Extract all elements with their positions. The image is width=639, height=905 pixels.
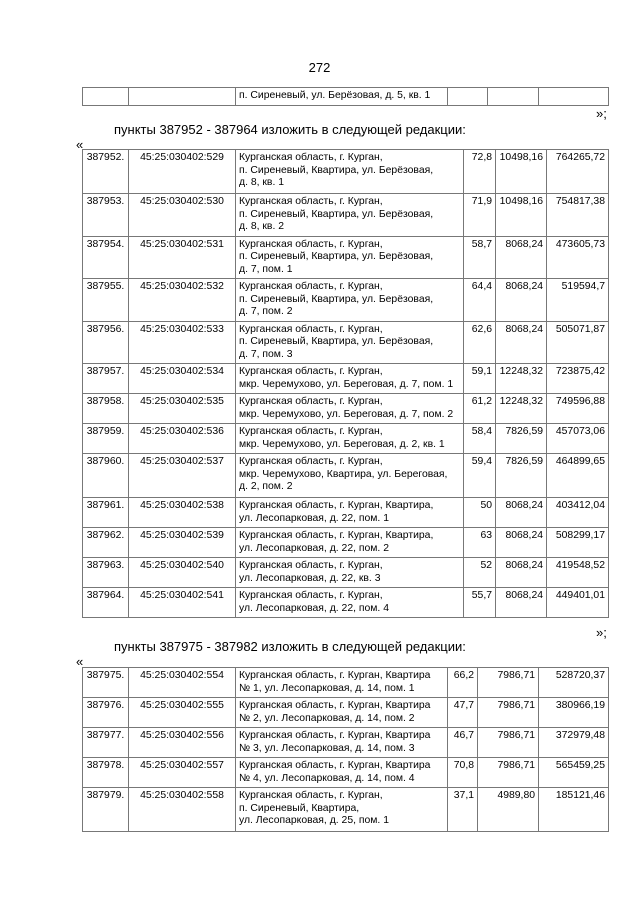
table-cell: 7986,71 xyxy=(478,668,539,698)
table-cell: 387964. xyxy=(83,588,129,618)
table-cell: Курганская область, г. Курган, мкр. Черемухово, ул. Береговая, д. 7, пом. 1 xyxy=(236,364,464,394)
table-cell: Курганская область, г. Курган, мкр. Черемухово, ул. Береговая, д. 2, кв. 1 xyxy=(236,424,464,454)
opening-quote: « xyxy=(76,137,84,152)
table-cell: 185121,46 xyxy=(539,788,609,832)
section1-table xyxy=(82,149,609,618)
table-cell xyxy=(129,88,236,106)
table-row xyxy=(83,528,609,558)
table-row xyxy=(83,788,609,832)
table-cell: 55,7 xyxy=(464,588,496,618)
table-cell: 45:25:030402:537 xyxy=(129,454,236,498)
table-cell: 8068,24 xyxy=(496,588,547,618)
top-table-fragment xyxy=(82,87,609,106)
table-cell: 59,1 xyxy=(464,364,496,394)
section1-instruction: пункты 387952 - 387964 изложить в следующей редакции: xyxy=(114,122,466,137)
table-cell: 387976. xyxy=(83,698,129,728)
table-cell: 419548,52 xyxy=(547,558,609,588)
table-cell: 59,4 xyxy=(464,454,496,498)
table-cell: 508299,17 xyxy=(547,528,609,558)
table-cell: 62,6 xyxy=(464,321,496,364)
table-cell: Курганская область, г. Курган, Квартира, ул. Лесопарковая, д. 22, пом. 2 xyxy=(236,528,464,558)
table-cell: 37,1 xyxy=(448,788,478,832)
table-cell: 464899,65 xyxy=(547,454,609,498)
table-cell: 45:25:030402:556 xyxy=(129,728,236,758)
table-cell: 45:25:030402:540 xyxy=(129,558,236,588)
table-cell: 723875,42 xyxy=(547,364,609,394)
table-cell: 7986,71 xyxy=(478,698,539,728)
table-cell: 72,8 xyxy=(464,150,496,194)
table-row xyxy=(83,88,609,106)
table-cell: 372979,48 xyxy=(539,728,609,758)
table-cell: 387953. xyxy=(83,194,129,237)
table-cell: 754817,38 xyxy=(547,194,609,237)
table-cell: 473605,73 xyxy=(547,236,609,279)
table-cell: 12248,32 xyxy=(496,364,547,394)
table-cell: 519594,7 xyxy=(547,279,609,322)
table-cell: 505071,87 xyxy=(547,321,609,364)
table-cell: 387961. xyxy=(83,498,129,528)
table-cell: 45:25:030402:534 xyxy=(129,364,236,394)
table-row xyxy=(83,236,609,279)
table-cell: 387958. xyxy=(83,394,129,424)
section2-table xyxy=(82,667,609,832)
table-cell: Курганская область, г. Курган, п. Сиреневый, Квартира, ул. Берёзовая, д. 8, кв. 2 xyxy=(236,194,464,237)
table-cell: 45:25:030402:539 xyxy=(129,528,236,558)
table-cell: Курганская область, г. Курган, п. Сиреневый, Квартира, ул. Берёзовая, д. 7, пом. 2 xyxy=(236,279,464,322)
table-cell: 387978. xyxy=(83,758,129,788)
table-cell: 8068,24 xyxy=(496,558,547,588)
table-cell: 45:25:030402:541 xyxy=(129,588,236,618)
table-row xyxy=(83,150,609,194)
table-cell: 46,7 xyxy=(448,728,478,758)
table-cell: 4989,80 xyxy=(478,788,539,832)
table-cell: Курганская область, г. Курган, п. Сиреневый, Квартира, ул. Берёзовая, д. 7, пом. 3 xyxy=(236,321,464,364)
table-cell: 70,8 xyxy=(448,758,478,788)
table-cell: 387954. xyxy=(83,236,129,279)
table-cell: Курганская область, г. Курган, Квартира № 2, ул. Лесопарковая, д. 14, пом. 2 xyxy=(236,698,448,728)
table-cell: 71,9 xyxy=(464,194,496,237)
table-cell: 45:25:030402:530 xyxy=(129,194,236,237)
table-cell: 58,7 xyxy=(464,236,496,279)
table-cell: 45:25:030402:555 xyxy=(129,698,236,728)
table-cell: 387952. xyxy=(83,150,129,194)
table-row xyxy=(83,394,609,424)
table-cell: 764265,72 xyxy=(547,150,609,194)
table-cell xyxy=(488,88,539,106)
section2-instruction: пункты 387975 - 387982 изложить в следующей редакции: xyxy=(114,639,466,654)
table-cell: Курганская область, г. Курган, Квартира № 4, ул. Лесопарковая, д. 14, пом. 4 xyxy=(236,758,448,788)
table-cell: 380966,19 xyxy=(539,698,609,728)
table-row xyxy=(83,698,609,728)
table-cell: Курганская область, г. Курган, ул. Лесопарковая, д. 22, кв. 3 xyxy=(236,558,464,588)
table-cell: 7986,71 xyxy=(478,728,539,758)
table-cell: Курганская область, г. Курган, Квартира, ул. Лесопарковая, д. 22, пом. 1 xyxy=(236,498,464,528)
table-row xyxy=(83,279,609,322)
table-cell: 45:25:030402:529 xyxy=(129,150,236,194)
table-cell: 10498,16 xyxy=(496,150,547,194)
opening-quote-2: « xyxy=(76,654,84,669)
table-row xyxy=(83,194,609,237)
table-cell: Курганская область, г. Курган, мкр. Черемухово, ул. Береговая, д. 7, пом. 2 xyxy=(236,394,464,424)
table-cell: 58,4 xyxy=(464,424,496,454)
table-cell: 387956. xyxy=(83,321,129,364)
table-cell: п. Сиреневый, ул. Берёзовая, д. 5, кв. 1 xyxy=(236,88,448,106)
table-cell: 387979. xyxy=(83,788,129,832)
table-row xyxy=(83,498,609,528)
table-cell: 387975. xyxy=(83,668,129,698)
table-cell xyxy=(83,88,129,106)
closing-quote-2: »; xyxy=(596,625,607,640)
table-cell: 387963. xyxy=(83,558,129,588)
table-row xyxy=(83,728,609,758)
table-cell: 45:25:030402:533 xyxy=(129,321,236,364)
table-row xyxy=(83,364,609,394)
page-number: 272 xyxy=(308,60,331,75)
closing-quote: »; xyxy=(596,106,607,121)
table-cell: 47,7 xyxy=(448,698,478,728)
table-cell: 403412,04 xyxy=(547,498,609,528)
table-cell: 8068,24 xyxy=(496,279,547,322)
table-row xyxy=(83,758,609,788)
table-cell: 45:25:030402:532 xyxy=(129,279,236,322)
table-cell: 52 xyxy=(464,558,496,588)
table-row xyxy=(83,668,609,698)
table-cell: 45:25:030402:538 xyxy=(129,498,236,528)
table-cell: 12248,32 xyxy=(496,394,547,424)
table-cell: 8068,24 xyxy=(496,321,547,364)
table-cell: 45:25:030402:535 xyxy=(129,394,236,424)
table-cell: 457073,06 xyxy=(547,424,609,454)
table-cell: Курганская область, г. Курган, п. Сиреневый, Квартира, ул. Лесопарковая, д. 25, пом. 1 xyxy=(236,788,448,832)
table-cell xyxy=(448,88,488,106)
table-row xyxy=(83,424,609,454)
table-cell: 45:25:030402:531 xyxy=(129,236,236,279)
table-cell: Курганская область, г. Курган, Квартира № 3, ул. Лесопарковая, д. 14, пом. 3 xyxy=(236,728,448,758)
table-cell: 387977. xyxy=(83,728,129,758)
table-cell: 7826,59 xyxy=(496,424,547,454)
table-cell: 45:25:030402:536 xyxy=(129,424,236,454)
table-cell: 8068,24 xyxy=(496,498,547,528)
table-cell: 7826,59 xyxy=(496,454,547,498)
table-cell: Курганская область, г. Курган, п. Сиреневый, Квартира, ул. Берёзовая, д. 7, пом. 1 xyxy=(236,236,464,279)
table-cell: 528720,37 xyxy=(539,668,609,698)
table-cell: 66,2 xyxy=(448,668,478,698)
table-cell: 749596,88 xyxy=(547,394,609,424)
table-cell: Курганская область, г. Курган, п. Сиреневый, Квартира, ул. Берёзовая, д. 8, кв. 1 xyxy=(236,150,464,194)
table-cell: 61,2 xyxy=(464,394,496,424)
table-cell: 10498,16 xyxy=(496,194,547,237)
table-cell: 387955. xyxy=(83,279,129,322)
table-cell: Курганская область, г. Курган, мкр. Черемухово, Квартира, ул. Береговая, д. 2, пом. 2 xyxy=(236,454,464,498)
table-cell: 63 xyxy=(464,528,496,558)
table-row xyxy=(83,588,609,618)
table-cell: 64,4 xyxy=(464,279,496,322)
table-cell xyxy=(539,88,609,106)
table-cell: 50 xyxy=(464,498,496,528)
table-cell: 8068,24 xyxy=(496,236,547,279)
table-row xyxy=(83,454,609,498)
table-cell: Курганская область, г. Курган, ул. Лесопарковая, д. 22, пом. 4 xyxy=(236,588,464,618)
table-row xyxy=(83,558,609,588)
table-cell: 387962. xyxy=(83,528,129,558)
table-cell: Курганская область, г. Курган, Квартира № 1, ул. Лесопарковая, д. 14, пом. 1 xyxy=(236,668,448,698)
table-cell: 387957. xyxy=(83,364,129,394)
table-cell: 8068,24 xyxy=(496,528,547,558)
table-cell: 45:25:030402:557 xyxy=(129,758,236,788)
table-cell: 45:25:030402:558 xyxy=(129,788,236,832)
table-cell: 449401,01 xyxy=(547,588,609,618)
table-cell: 387960. xyxy=(83,454,129,498)
table-row xyxy=(83,321,609,364)
table-cell: 387959. xyxy=(83,424,129,454)
table-cell: 565459,25 xyxy=(539,758,609,788)
table-cell: 7986,71 xyxy=(478,758,539,788)
table-cell: 45:25:030402:554 xyxy=(129,668,236,698)
